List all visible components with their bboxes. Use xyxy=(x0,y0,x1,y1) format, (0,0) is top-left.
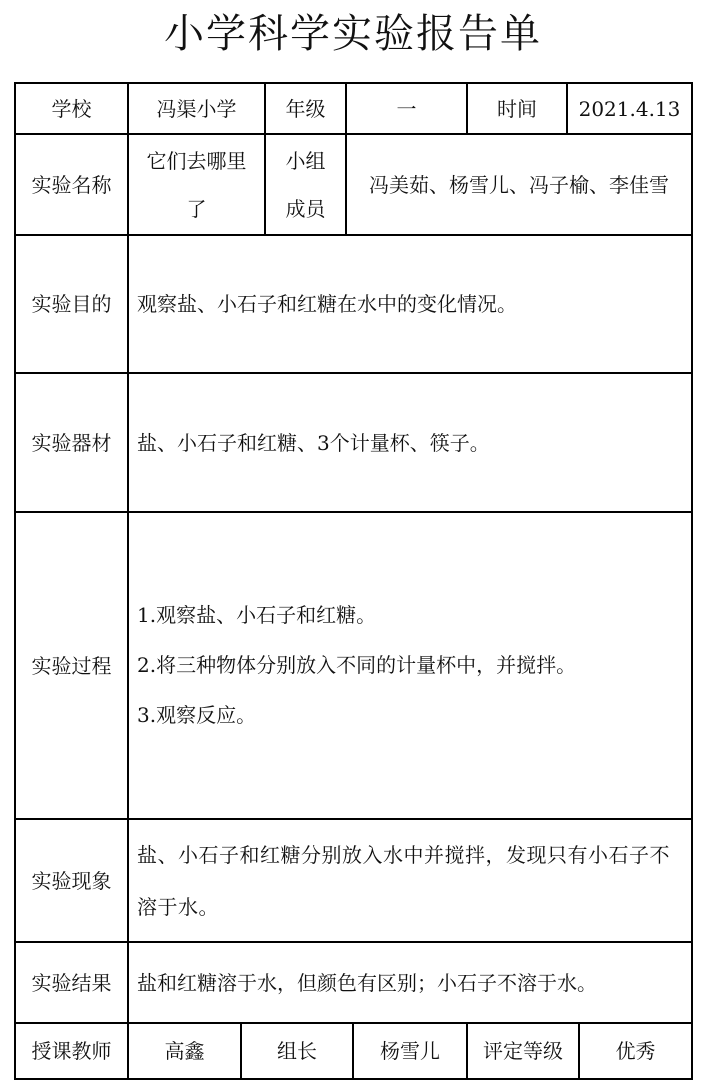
materials-text: 盐、小石子和红糖、3个计量杯、筷子。 xyxy=(137,430,490,455)
time-value: 2021.4.13 xyxy=(578,96,681,121)
experiment-name-label: 实验名称 xyxy=(31,172,112,197)
school-value: 冯渠小学 xyxy=(156,96,237,121)
materials-label: 实验器材 xyxy=(31,430,112,455)
process-step: 1.观察盐、小石子和红糖。 xyxy=(137,603,377,627)
teacher-label: 授课教师 xyxy=(31,1039,112,1063)
process-step: 3.观察反应。 xyxy=(137,703,257,727)
experiment-name-value: 它们去哪里了 xyxy=(146,148,247,221)
grade-label: 年级 xyxy=(285,96,326,121)
result-label: 实验结果 xyxy=(31,970,112,995)
purpose-label: 实验目的 xyxy=(31,292,112,316)
leader-label: 组长 xyxy=(277,1039,317,1063)
phenomenon-label: 实验现象 xyxy=(31,868,112,893)
time-label: 时间 xyxy=(497,96,537,121)
rating-value: 优秀 xyxy=(615,1039,656,1063)
teacher-value: 高鑫 xyxy=(164,1039,205,1063)
purpose-text: 观察盐、小石子和红糖在水中的变化情况。 xyxy=(137,292,517,316)
school-label: 学校 xyxy=(51,96,92,121)
leader-value: 杨雪儿 xyxy=(380,1039,440,1063)
result-text: 盐和红糖溶于水，但颜色有区别；小石子不溶于水。 xyxy=(137,970,597,995)
phenomenon-text: 盐、小石子和红糖分别放入水中并搅拌，发现只有小石子不溶于水。 xyxy=(137,842,670,919)
rating-label: 评定等级 xyxy=(483,1039,563,1063)
report-title: 小学科学实验报告单 xyxy=(164,11,542,57)
process-step: 2.将三种物体分别放入不同的计量杯中，并搅拌。 xyxy=(137,653,577,677)
members-label: 小组成员 xyxy=(285,148,326,221)
process-label: 实验过程 xyxy=(31,653,112,678)
table-border-right xyxy=(691,82,693,1080)
grade-value: 一 xyxy=(396,96,417,121)
members-value: 冯美茹、杨雪儿、冯子榆、李佳雪 xyxy=(369,172,669,197)
process-steps xyxy=(129,513,691,818)
